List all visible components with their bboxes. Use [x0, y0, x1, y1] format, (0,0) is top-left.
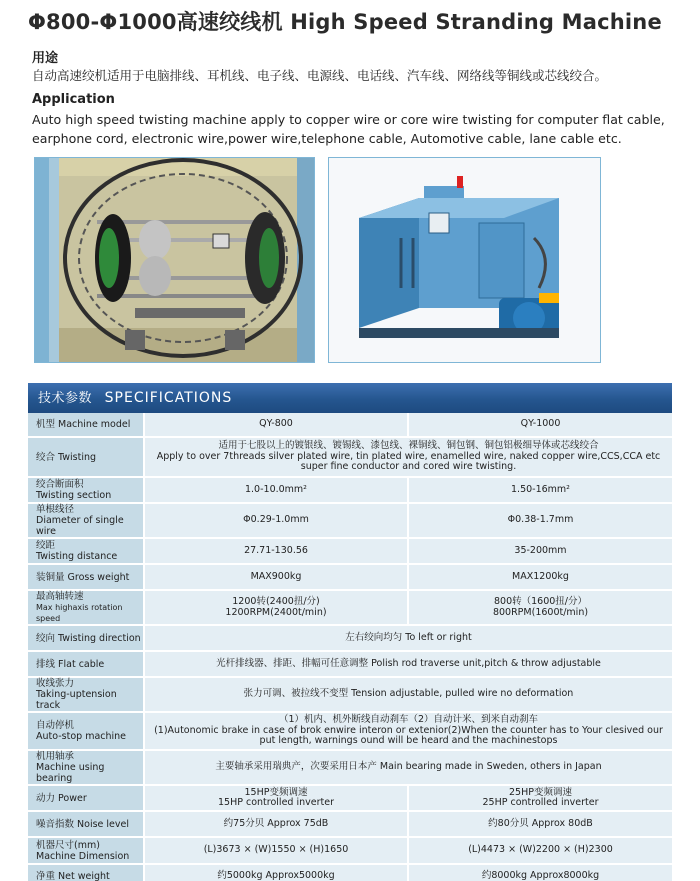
row-label [28, 750, 144, 785]
value-qy800: Φ0.29-1.0mm [144, 503, 408, 538]
row-label: 噪音指数 Noise level [28, 811, 144, 837]
application-text: Auto high speed twisting machine apply to copper wire or core wire twisting for computer flat cable, earphone cord, electronic wire,power wire,telephone cable, Automotive cable, lane cable etc. [32, 112, 665, 146]
row-label: 绞合 Twisting [28, 437, 144, 477]
table-row-diameter [28, 503, 672, 538]
row-label: 装铜量 Gross weight [28, 564, 144, 590]
value-line: （1）机内、机外断线自动刹车（2）自动计米、到米自动刹车 [278, 714, 539, 726]
table-row-twisting-section [28, 477, 672, 503]
value-line: Apply to over 7threads silver plated wire, tin plated wire, enamelled wire, naked copper wire,CCS,CCA etc [156, 450, 661, 462]
value-qy1000: 约8000kg Approx8000kg [408, 864, 672, 881]
label-line: 单根线径 [36, 504, 75, 515]
application-heading: Application [32, 92, 115, 107]
row-label [28, 503, 144, 538]
row-label [28, 677, 144, 712]
label-line: 绞合断面积 [36, 479, 84, 490]
table-row-tension [28, 677, 672, 712]
table-row-machine-model [28, 413, 672, 437]
value-qy1000: 1.50-16mm² [408, 477, 672, 503]
value-qy1000 [408, 590, 672, 625]
row-label: 机型 Machine model [28, 413, 144, 437]
row-label [28, 477, 144, 503]
merged-value [144, 437, 672, 477]
row-label [28, 538, 144, 564]
usage-heading-cn: 用途 [32, 51, 59, 66]
merged-value: 左右绞向均匀 To left or right [144, 625, 672, 651]
value-qy800: QY-800 [144, 413, 408, 437]
table-row-auto-stop [28, 712, 672, 750]
value-qy1000: 约80分贝 Approx 80dB [408, 811, 672, 837]
row-label: 绞向 Twisting direction [28, 625, 144, 651]
row-label [28, 837, 144, 864]
label-line: 自动停机 [36, 720, 75, 731]
specifications-header-cn: 技术参数 [38, 391, 93, 406]
label-line: 绞距 [36, 540, 56, 551]
value-qy800: 1.0-10.0mm² [144, 477, 408, 503]
label-line: Machine Dimension [36, 850, 130, 862]
value-line: 15HP controlled inverter [218, 797, 334, 808]
label-line: 机用轴承 [36, 751, 75, 762]
value-qy800: (L)3673 × (W)1550 × (H)1650 [144, 837, 408, 864]
merged-value [144, 712, 672, 750]
value-qy1000: MAX1200kg [408, 564, 672, 590]
usage-text-cn: 自动高速绞机适用于电脑排线、耳机线、电子线、电源线、电话线、汽车线、网络线等铜线或芯线绞合。 [32, 68, 608, 83]
specifications-table [28, 413, 672, 881]
value-qy800: MAX900kg [144, 564, 408, 590]
table-row-power [28, 785, 672, 811]
merged-value: 主要轴承采用瑞典产，次要采用日本产 Main bearing made in Sweden, others in Japan [144, 750, 672, 785]
row-label [28, 590, 144, 625]
page-title: Φ800-Φ1000高速绞线机 High Speed Stranding Machine [28, 10, 662, 34]
row-label: 净重 Net weight [28, 864, 144, 881]
label-line: Machine using bearing [36, 762, 105, 784]
machine-interior-photo [34, 157, 315, 363]
label-line: 最高轴转速 [36, 591, 84, 602]
row-label [28, 712, 144, 750]
value-qy1000: 35-200mm [408, 538, 672, 564]
merged-value: 光杆排线器、排距、排幅可任意调整 Polish rod traverse unit,pitch & throw adjustable [144, 651, 672, 677]
label-line: Twisting section [36, 490, 112, 501]
label-line: Max highaxis rotation speed [36, 603, 123, 623]
value-qy800 [144, 785, 408, 811]
label-line: 收线张力 [36, 678, 75, 689]
machine-exterior-photo [328, 157, 601, 363]
table-row-noise-level [28, 811, 672, 837]
merged-value: 张力可调、被拉线不变型 Tension adjustable, pulled wire no deformation [144, 677, 672, 712]
label-line: 机器尺寸(mm) [36, 839, 100, 851]
value-line: 800转（1600扭/分） [493, 596, 587, 607]
table-row-net-weight [28, 864, 672, 881]
label-line: Twisting distance [36, 551, 118, 562]
specifications-header-en: SPECIFICATIONS [104, 390, 233, 406]
value-qy1000: (L)4473 × (W)2200 × (H)2300 [408, 837, 672, 864]
table-row-rotation-speed [28, 590, 672, 625]
value-qy800 [144, 590, 408, 625]
value-line: super fine conductor and cored wire twisting. [300, 461, 517, 473]
row-label: 排线 Flat cable [28, 651, 144, 677]
value-line: 1200RPM(2400t/min) [225, 606, 327, 618]
table-row-twisting-distance [28, 538, 672, 564]
machine-interior-illustration [35, 158, 315, 363]
value-qy800: 约5000kg Approx5000kg [144, 864, 408, 881]
table-row-twisting [28, 437, 672, 477]
value-line: 800RPM(1600t/min) [492, 606, 589, 618]
specifications-section [28, 383, 672, 881]
value-line: 25HP变频调速 [509, 786, 572, 798]
label-line: Taking-uptension track [36, 689, 117, 711]
table-row-flat-cable [28, 651, 672, 677]
value-line: (1)Autonomic brake in case of brok enwire interon or extenior(2)When the counter has to Your clesived our [154, 724, 663, 736]
table-row-bearing [28, 750, 672, 785]
specifications-header [28, 383, 672, 413]
value-line: 25HP controlled inverter [482, 797, 599, 808]
value-line: 15HP变频调速 [244, 786, 308, 798]
value-qy1000: Φ0.38-1.7mm [408, 503, 672, 538]
machine-exterior-illustration [329, 158, 601, 363]
table-row-gross-weight [28, 564, 672, 590]
table-row-dimension [28, 837, 672, 864]
row-label: 动力 Power [28, 785, 144, 811]
value-qy1000: QY-1000 [408, 413, 672, 437]
label-line: Auto-stop machine [36, 731, 127, 742]
value-qy800: 27.71-130.56 [144, 538, 408, 564]
value-line: 适用于七股以上的镀银线、镀锡线、漆包线、裸铜线、铜包钢、铜包铝极细导体或芯线绞合 [218, 440, 599, 452]
value-line: put length, warnings ound will be heard and the machinestops [259, 735, 558, 747]
value-line: 1200转(2400扭/分) [232, 596, 320, 607]
table-row-twisting-direction [28, 625, 672, 651]
value-qy1000 [408, 785, 672, 811]
value-qy800: 约75分贝 Approx 75dB [144, 811, 408, 837]
label-line: Diameter of single wire [36, 515, 124, 537]
